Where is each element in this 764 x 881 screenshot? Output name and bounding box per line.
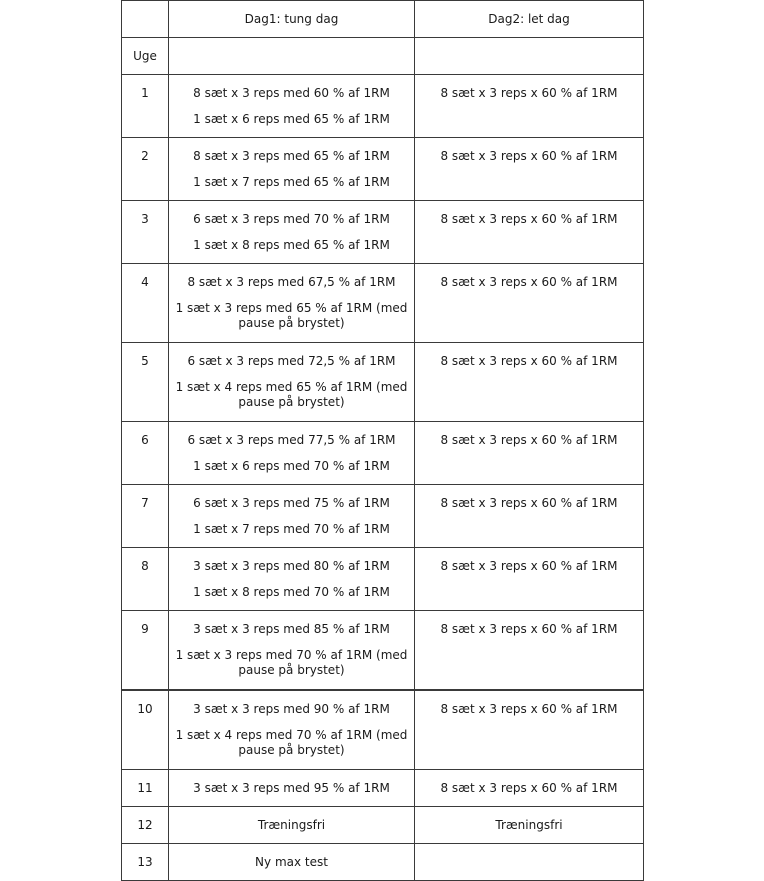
heavy-line: 6 sæt x 3 reps med 72,5 % af 1RM xyxy=(187,354,396,368)
heavy-day-cell xyxy=(169,485,415,548)
light-day-cell: 8 sæt x 3 reps x 60 % af 1RM xyxy=(415,770,644,807)
heavy-line: 1 sæt x 7 reps med 70 % af 1RM xyxy=(193,522,390,536)
empty-cell xyxy=(169,38,415,75)
schedule-table xyxy=(121,0,644,881)
heavy-line: 1 sæt x 7 reps med 65 % af 1RM xyxy=(193,175,390,189)
week-label-row xyxy=(122,38,644,75)
heavy-line: 8 sæt x 3 reps med 65 % af 1RM xyxy=(193,149,390,163)
week-number: 8 xyxy=(122,548,169,611)
light-day-cell: Træningsfri xyxy=(415,807,644,844)
heavy-line: 1 sæt x 6 reps med 65 % af 1RM xyxy=(193,112,390,126)
header-week-cell xyxy=(122,1,169,38)
week-number: 10 xyxy=(122,690,169,770)
heavy-line: 1 sæt x 4 reps med 65 % af 1RM (med pause på brystet) xyxy=(175,380,408,409)
heavy-day-cell xyxy=(169,138,415,201)
heavy-line: 6 sæt x 3 reps med 70 % af 1RM xyxy=(193,212,390,226)
heavy-line: 1 sæt x 3 reps med 65 % af 1RM (med pause på brystet) xyxy=(175,301,408,330)
table-row xyxy=(122,264,644,343)
light-day-cell: 8 sæt x 3 reps x 60 % af 1RM xyxy=(415,485,644,548)
week-number: 7 xyxy=(122,485,169,548)
light-day-cell: 8 sæt x 3 reps x 60 % af 1RM xyxy=(415,264,644,343)
light-day-cell: 8 sæt x 3 reps x 60 % af 1RM xyxy=(415,138,644,201)
week-number: 1 xyxy=(122,75,169,138)
table-row xyxy=(122,343,644,422)
week-number: 5 xyxy=(122,343,169,422)
week-number: 11 xyxy=(122,770,169,807)
heavy-day-cell xyxy=(169,548,415,611)
week-number: 13 xyxy=(122,844,169,881)
heavy-day-cell xyxy=(169,264,415,343)
week-number: 4 xyxy=(122,264,169,343)
light-day-cell: 8 sæt x 3 reps x 60 % af 1RM xyxy=(415,422,644,485)
table-row xyxy=(122,844,644,881)
table-row xyxy=(122,770,644,807)
training-schedule xyxy=(121,0,643,881)
table-row xyxy=(122,807,644,844)
heavy-day-cell: 3 sæt x 3 reps med 95 % af 1RM xyxy=(169,770,415,807)
week-label: Uge xyxy=(122,38,169,75)
table-row xyxy=(122,75,644,138)
light-day-cell: 8 sæt x 3 reps x 60 % af 1RM xyxy=(415,611,644,691)
heavy-line: 8 sæt x 3 reps med 60 % af 1RM xyxy=(193,86,390,100)
light-day-cell: 8 sæt x 3 reps x 60 % af 1RM xyxy=(415,548,644,611)
table-row xyxy=(122,422,644,485)
heavy-line: 1 sæt x 4 reps med 70 % af 1RM (med pause på brystet) xyxy=(175,728,408,757)
week-number: 9 xyxy=(122,611,169,691)
light-day-cell: 8 sæt x 3 reps x 60 % af 1RM xyxy=(415,690,644,770)
table-row xyxy=(122,690,644,770)
heavy-line: 1 sæt x 8 reps med 65 % af 1RM xyxy=(193,238,390,252)
header-heavy-day: Dag1: tung dag xyxy=(169,1,415,38)
heavy-line: 1 sæt x 6 reps med 70 % af 1RM xyxy=(193,459,390,473)
week-number: 2 xyxy=(122,138,169,201)
heavy-line: 8 sæt x 3 reps med 67,5 % af 1RM xyxy=(187,275,396,289)
heavy-line: 1 sæt x 3 reps med 70 % af 1RM (med pause på brystet) xyxy=(175,648,408,677)
light-day-cell: 8 sæt x 3 reps x 60 % af 1RM xyxy=(415,75,644,138)
light-day-cell: 8 sæt x 3 reps x 60 % af 1RM xyxy=(415,201,644,264)
heavy-day-cell xyxy=(169,611,415,691)
heavy-day-cell xyxy=(169,422,415,485)
week-number: 6 xyxy=(122,422,169,485)
table-row xyxy=(122,138,644,201)
header-light-day: Dag2: let dag xyxy=(415,1,644,38)
table-row xyxy=(122,611,644,691)
week-number: 3 xyxy=(122,201,169,264)
light-day-cell xyxy=(415,844,644,881)
table-row xyxy=(122,548,644,611)
heavy-line: 3 sæt x 3 reps med 90 % af 1RM xyxy=(193,702,390,716)
heavy-day-cell: Ny max test xyxy=(169,844,415,881)
week-number: 12 xyxy=(122,807,169,844)
heavy-line: 3 sæt x 3 reps med 80 % af 1RM xyxy=(193,559,390,573)
heavy-line: 6 sæt x 3 reps med 75 % af 1RM xyxy=(193,496,390,510)
heavy-day-cell xyxy=(169,690,415,770)
light-day-cell: 8 sæt x 3 reps x 60 % af 1RM xyxy=(415,343,644,422)
heavy-line: 3 sæt x 3 reps med 85 % af 1RM xyxy=(193,622,390,636)
table-row xyxy=(122,485,644,548)
heavy-line: 1 sæt x 8 reps med 70 % af 1RM xyxy=(193,585,390,599)
table-row xyxy=(122,201,644,264)
heavy-day-cell xyxy=(169,75,415,138)
heavy-day-cell xyxy=(169,343,415,422)
heavy-line: 6 sæt x 3 reps med 77,5 % af 1RM xyxy=(187,433,396,447)
heavy-day-cell: Træningsfri xyxy=(169,807,415,844)
header-row xyxy=(122,1,644,38)
heavy-day-cell xyxy=(169,201,415,264)
empty-cell xyxy=(415,38,644,75)
